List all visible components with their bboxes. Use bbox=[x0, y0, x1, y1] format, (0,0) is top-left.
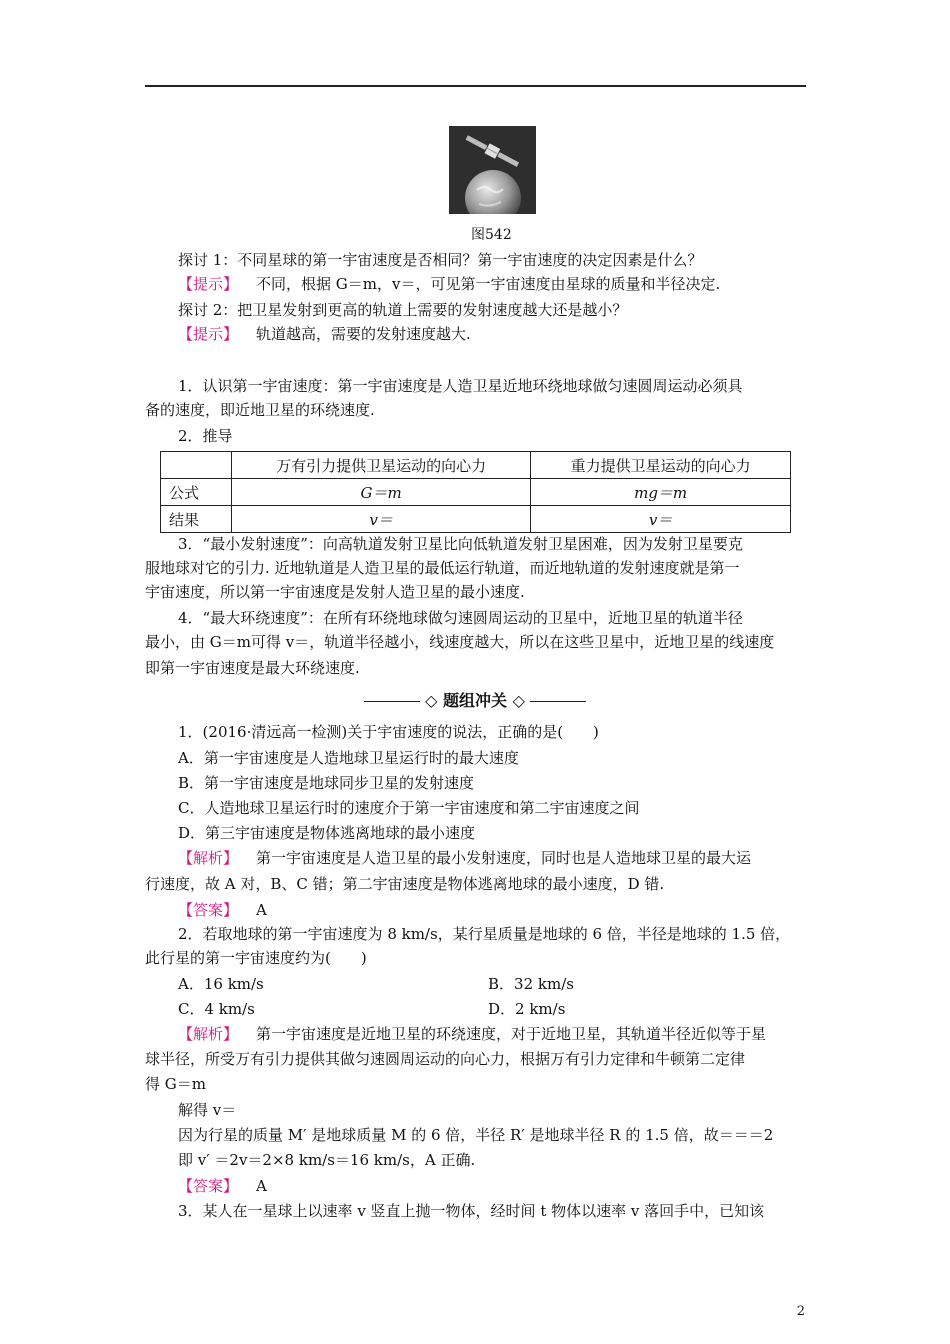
discussion-1-hint bbox=[178, 272, 720, 296]
section-banner bbox=[320, 688, 630, 711]
q2-answer bbox=[178, 1174, 267, 1198]
figure-caption: 图542 bbox=[471, 227, 512, 243]
answer-tag: 【答案】 bbox=[178, 1177, 239, 1195]
point-1-line-1: 1．认识第一宇宙速度：第一宇宙速度是人造卫星近地环绕地球做匀速圆周运动必须具 bbox=[178, 377, 743, 395]
q2-stem-line-1: 2．若取地球的第一宇宙速度为 8 km/s，某行星质量是地球的 6 倍，半径是地球的 1.5 倍， bbox=[178, 925, 791, 943]
q2-stem-line-2: 此行星的第一宇宙速度约为( ) bbox=[145, 949, 367, 967]
table-row bbox=[161, 479, 791, 506]
q1-option-b: B．第一宇宙速度是地球同步卫星的发射速度 bbox=[178, 774, 475, 792]
analysis-tag: 【解析】 bbox=[178, 1025, 239, 1043]
hint-tag: 【提示】 bbox=[178, 325, 239, 343]
diamond-icon: ◇ bbox=[512, 691, 525, 710]
hint-text: 轨道越高，需要的发射速度越大. bbox=[256, 325, 471, 343]
table-cell: 结果 bbox=[161, 506, 232, 533]
q2-solve-line-3: 即 v′ ＝2v＝2×8 km/s＝16 km/s，A 正确. bbox=[178, 1151, 476, 1169]
diamond-icon: ◇ bbox=[425, 691, 438, 710]
analysis-text: 第一宇宙速度是人造卫星的最小发射速度，同时也是人造地球卫星的最大运 bbox=[256, 849, 752, 867]
point-3-line-1: 3．“最小发射速度”：向高轨道发射卫星比向低轨道发射卫星困难，因为发射卫星要克 bbox=[178, 535, 743, 553]
q2-analysis-line-2: 球半径，所受万有引力提供其做匀速圆周运动的向心力，根据万有引力定律和牛顿第二定律 bbox=[145, 1050, 746, 1068]
page-number: 2 bbox=[796, 1304, 805, 1319]
q1-analysis-line-2: 行速度，故 A 对，B、C 错；第二宇宙速度是物体逃离地球的最小速度，D 错. bbox=[145, 875, 665, 893]
point-3-line-3: 宇宙速度，所以第一宇宙速度是发射人造卫星的最小速度. bbox=[145, 583, 525, 601]
table-cell: 公式 bbox=[161, 479, 232, 506]
table-row bbox=[161, 506, 791, 533]
banner-right-bar bbox=[530, 701, 586, 702]
table-cell: G＝m bbox=[232, 479, 531, 506]
point-2: 2．推导 bbox=[178, 427, 233, 445]
table-cell bbox=[161, 452, 232, 479]
q2-option-a: A．16 km/s bbox=[178, 975, 264, 993]
table-header-row bbox=[161, 452, 791, 479]
analysis-text: 第一宇宙速度是近地卫星的环绕速度，对于近地卫星，其轨道半径近似等于星 bbox=[256, 1025, 767, 1043]
point-4-line-3: 即第一宇宙速度是最大环绕速度. bbox=[145, 659, 360, 677]
q3-stem-line-1: 3．某人在一星球上以速率 v 竖直上抛一物体，经时间 t 物体以速率 v 落回手中，已知该 bbox=[178, 1202, 765, 1220]
hint-text: 不同，根据 G＝m，v＝，可见第一宇宙速度由星球的质量和半径决定. bbox=[256, 275, 721, 293]
analysis-tag: 【解析】 bbox=[178, 849, 239, 867]
q1-answer bbox=[178, 898, 267, 922]
table-cell: v＝ bbox=[232, 506, 531, 533]
banner-left-bar bbox=[364, 701, 420, 702]
q2-option-b: B．32 km/s bbox=[488, 975, 574, 993]
table-cell: 重力提供卫星运动的向心力 bbox=[531, 452, 791, 479]
q1-stem: 1．(2016·清远高一检测)关于宇宙速度的说法，正确的是( ) bbox=[178, 723, 599, 741]
q2-option-c: C．4 km/s bbox=[178, 1000, 255, 1018]
discussion-1-question: 探讨 1：不同星球的第一宇宙速度是否相同？第一宇宙速度的决定因素是什么？ bbox=[178, 251, 703, 269]
discussion-2-question: 探讨 2：把卫星发射到更高的轨道上需要的发射速度越大还是越小？ bbox=[178, 301, 628, 319]
q2-solve-line-2: 因为行星的质量 M′ 是地球质量 M 的 6 倍，半径 R′ 是地球半径 R 的 1.5 倍，故＝＝＝2 bbox=[178, 1126, 774, 1144]
q1-analysis-line-1 bbox=[178, 846, 751, 870]
discussion-2-hint bbox=[178, 322, 471, 346]
satellite-earth-image bbox=[449, 126, 536, 214]
table-cell: mg＝m bbox=[531, 479, 791, 506]
answer-tag: 【答案】 bbox=[178, 901, 239, 919]
point-4-line-1: 4．“最大环绕速度”：在所有环绕地球做匀速圆周运动的卫星中，近地卫星的轨道半径 bbox=[178, 609, 743, 627]
section-title: 题组冲关 bbox=[442, 691, 507, 710]
q2-solve-line-1: 解得 v＝ bbox=[178, 1101, 237, 1119]
table-cell: v＝ bbox=[531, 506, 791, 533]
q2-analysis-line-3: 得 G＝m bbox=[145, 1075, 206, 1093]
q2-option-d: D．2 km/s bbox=[488, 1000, 566, 1018]
q1-option-c: C．人造地球卫星运行时的速度介于第一宇宙速度和第二宇宙速度之间 bbox=[178, 799, 640, 817]
point-3-line-2: 服地球对它的引力. 近地轨道是人造卫星的最低运行轨道，而近地轨道的发射速度就是第一 bbox=[145, 559, 740, 577]
header-rule bbox=[145, 85, 806, 87]
table-cell: 万有引力提供卫星运动的向心力 bbox=[232, 452, 531, 479]
point-4-line-2: 最小，由 G＝m可得 v＝，轨道半径越小，线速度越大，所以在这些卫星中，近地卫星的线速度 bbox=[145, 633, 775, 651]
hint-tag: 【提示】 bbox=[178, 275, 239, 293]
q2-analysis-line-1 bbox=[178, 1022, 766, 1046]
answer-text: A bbox=[256, 1177, 267, 1195]
q1-option-d: D．第三宇宙速度是物体逃离地球的最小速度 bbox=[178, 824, 476, 842]
point-1-line-2: 备的速度，即近地卫星的环绕速度. bbox=[145, 401, 375, 419]
derivation-table bbox=[160, 451, 791, 533]
satellite-figure bbox=[449, 126, 536, 214]
answer-text: A bbox=[256, 901, 267, 919]
q1-option-a: A．第一宇宙速度是人造地球卫星运行时的最大速度 bbox=[178, 749, 519, 767]
